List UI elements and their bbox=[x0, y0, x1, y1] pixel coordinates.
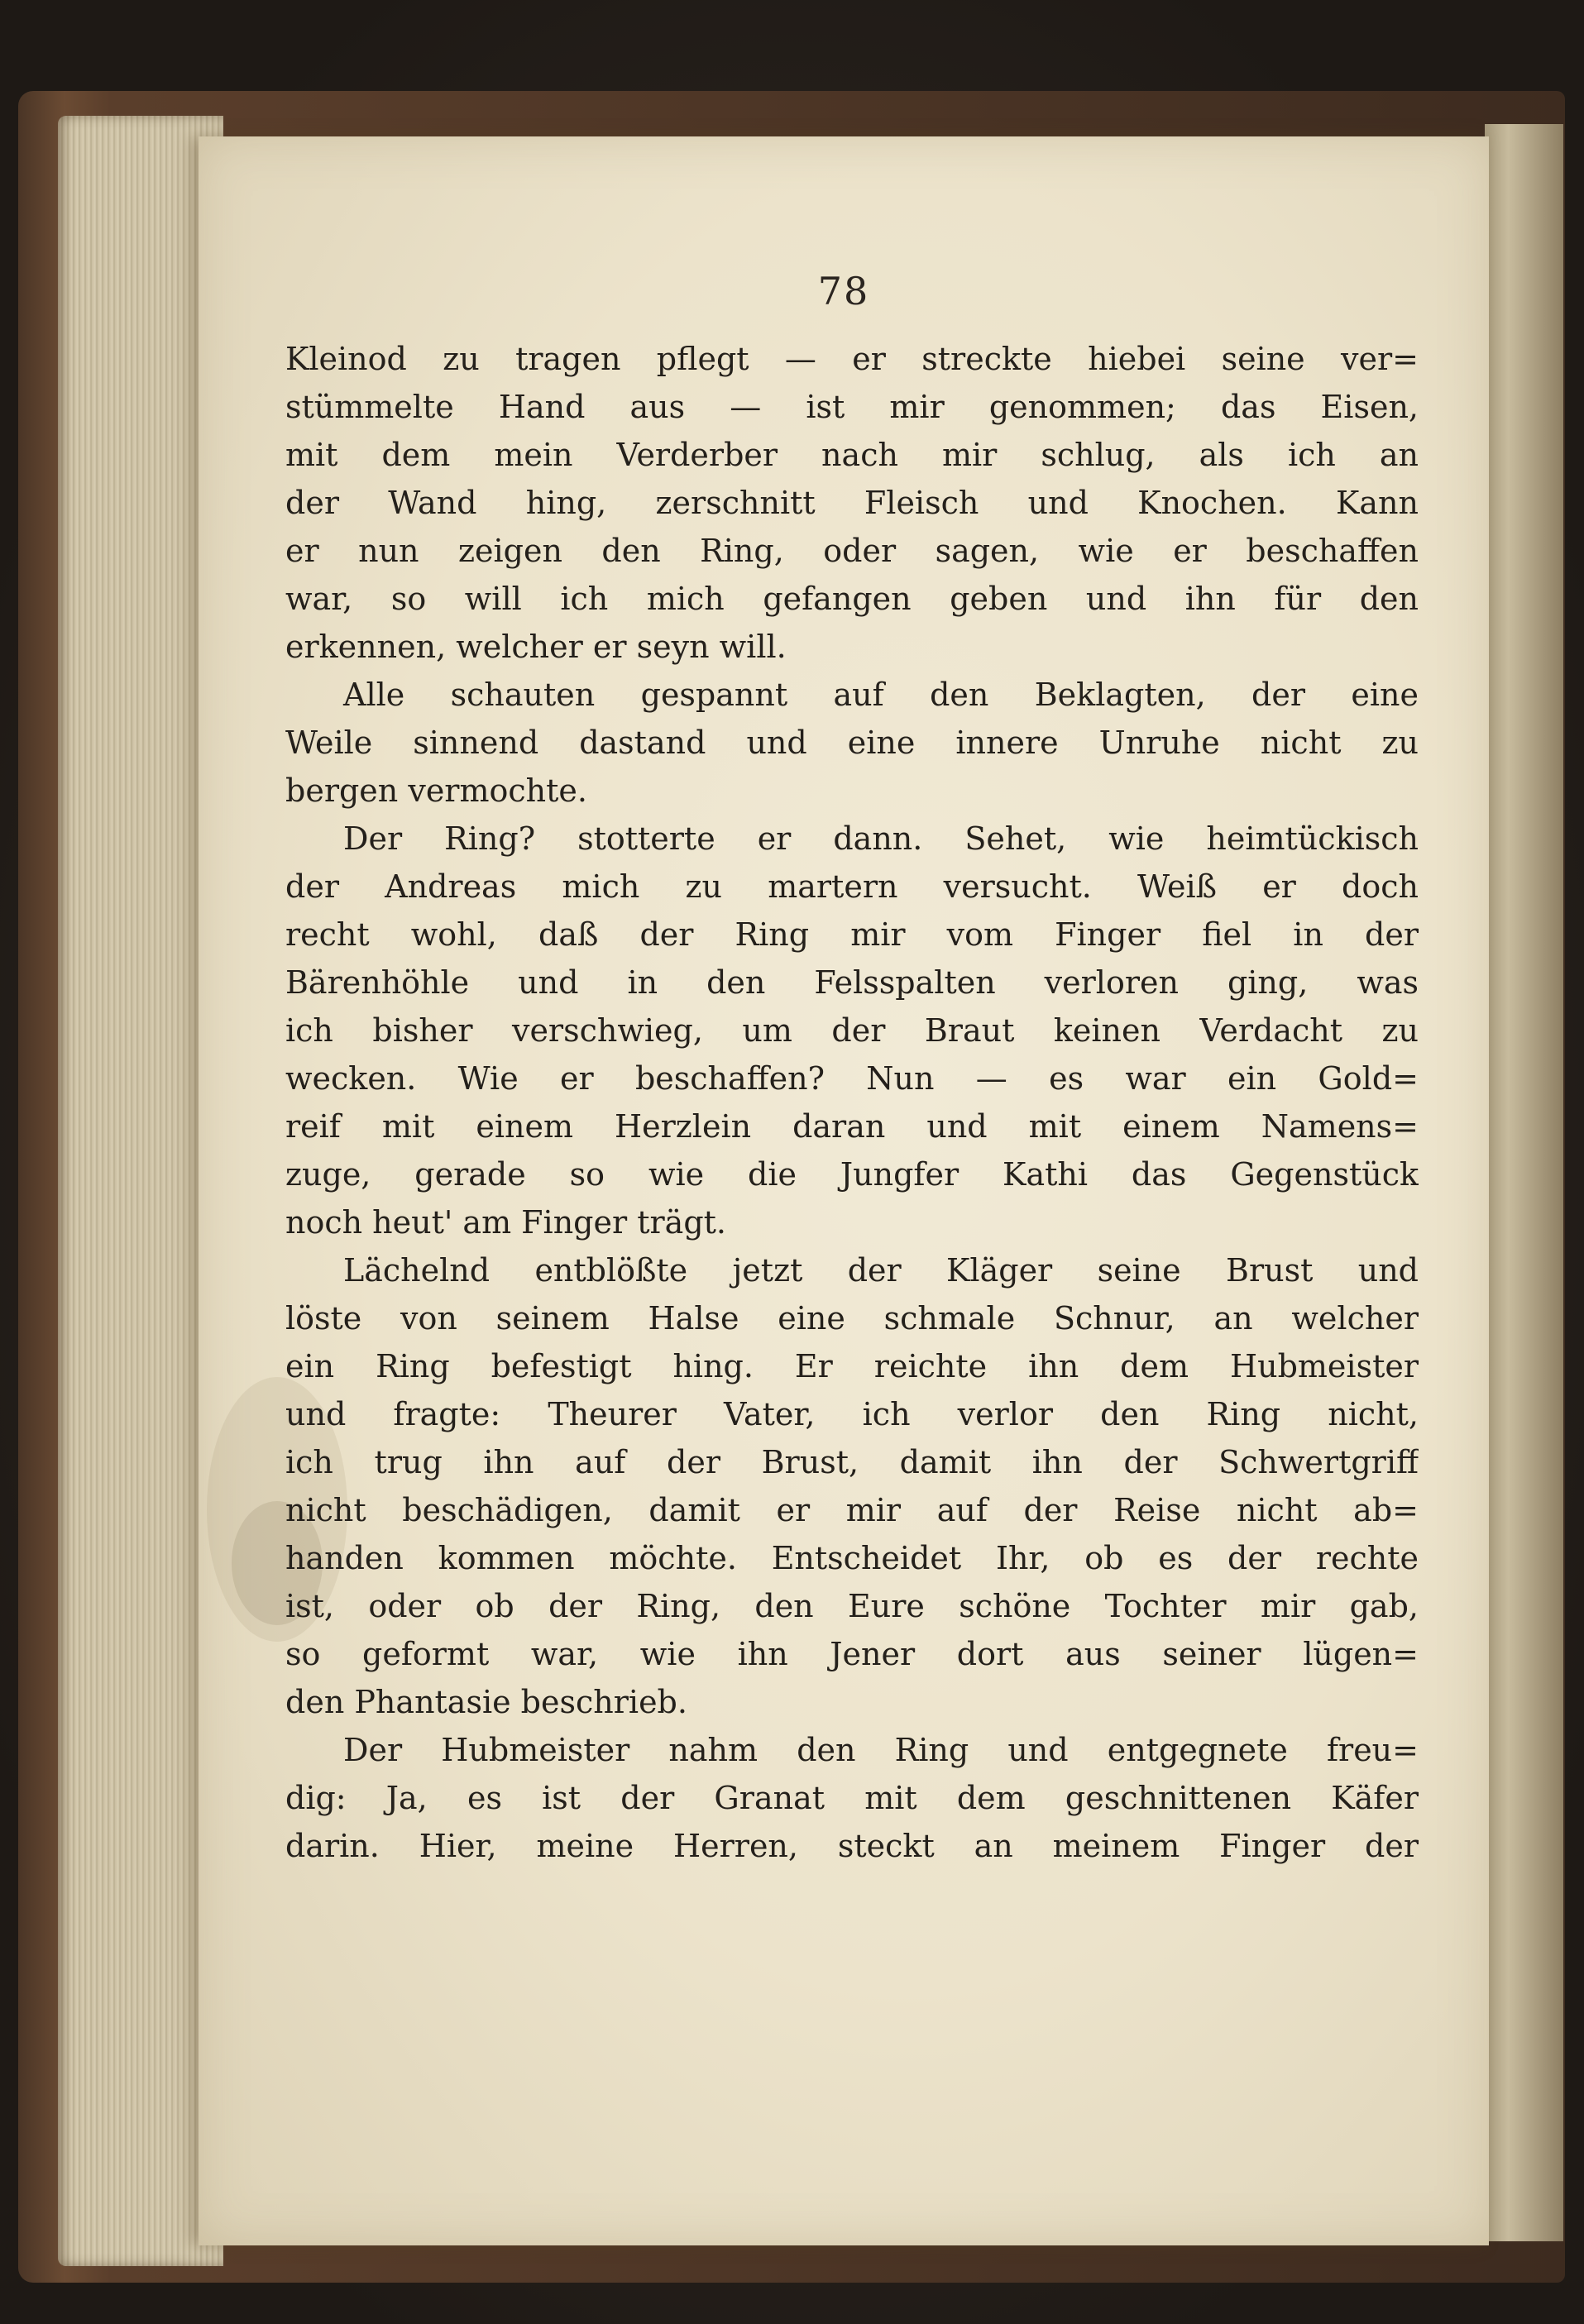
text-line: zuge, gerade so wie die Jungfer Kathi das Gegenstück bbox=[285, 1156, 1419, 1193]
text-line: Der Ring? stotterte er dann. Sehet, wie heimtückisch bbox=[343, 820, 1419, 857]
text-line: und fragte: Theurer Vater, ich verlor den Ring nicht, bbox=[285, 1396, 1419, 1432]
text-line: Kleinod zu tragen pflegt — er streckte hiebei seine ver= bbox=[285, 341, 1419, 377]
text-line: Lächelnd entblößte jetzt der Kläger seine Brust und bbox=[343, 1252, 1419, 1289]
body-text bbox=[285, 335, 1419, 1870]
text-line: Bärenhöhle und in den Felsspalten verloren ging, was bbox=[285, 964, 1419, 1001]
text-line: Weile sinnend dastand und eine innere Unruhe nicht zu bbox=[285, 724, 1419, 761]
text-line: handen kommen möchte. Entscheidet Ihr, ob es der rechte bbox=[285, 1540, 1419, 1576]
text-line: löste von seinem Halse eine schmale Schnur, an welcher bbox=[285, 1300, 1419, 1337]
text-line: dig: Ja, es ist der Granat mit dem geschnittenen Käfer bbox=[285, 1780, 1419, 1816]
text-line: Alle schauten gespannt auf den Beklagten, der eine bbox=[343, 677, 1419, 713]
next-page-edge bbox=[1485, 124, 1563, 2241]
page-number: 78 bbox=[817, 269, 870, 313]
text-line: der Andreas mich zu martern versucht. Weiß er doch bbox=[285, 868, 1419, 905]
text-line: den Phantasie beschrieb. bbox=[285, 1684, 687, 1720]
text-line: ich bisher verschwieg, um der Braut keinen Verdacht zu bbox=[285, 1012, 1419, 1049]
text-line: Der Hubmeister nahm den Ring und entgegnete freu= bbox=[343, 1732, 1419, 1768]
text-line: stümmelte Hand aus — ist mir genommen; das Eisen, bbox=[285, 389, 1419, 425]
text-line: war, so will ich mich gefangen geben und ihn für den bbox=[285, 581, 1419, 617]
text-line: reif mit einem Herzlein daran und mit einem Namens= bbox=[285, 1108, 1419, 1145]
text-line: darin. Hier, meine Herren, steckt an meinem Finger der bbox=[285, 1828, 1419, 1864]
text-line: erkennen, welcher er seyn will. bbox=[285, 629, 787, 665]
text-line: nicht beschädigen, damit er mir auf der Reise nicht ab= bbox=[285, 1492, 1419, 1528]
text-line: ich trug ihn auf der Brust, damit ihn der Schwertgriff bbox=[285, 1444, 1419, 1480]
text-line: so geformt war, wie ihn Jener dort aus seiner lügen= bbox=[285, 1636, 1419, 1672]
text-line: bergen vermochte. bbox=[285, 772, 587, 809]
text-line: der Wand hing, zerschnitt Fleisch und Knochen. Kann bbox=[285, 485, 1419, 521]
text-line: ist, oder ob der Ring, den Eure schöne Tochter mir gab, bbox=[285, 1588, 1419, 1624]
text-line: er nun zeigen den Ring, oder sagen, wie er beschaffen bbox=[285, 533, 1419, 569]
text-line: wecken. Wie er beschaffen? Nun — es war ein Gold= bbox=[285, 1060, 1419, 1097]
text-line: mit dem mein Verderber nach mir schlug, als ich an bbox=[285, 437, 1419, 473]
text-line: noch heut' am Finger trägt. bbox=[285, 1204, 727, 1241]
text-line: ein Ring befestigt hing. Er reichte ihn dem Hubmeister bbox=[285, 1348, 1419, 1384]
text-line: recht wohl, daß der Ring mir vom Finger fiel in der bbox=[285, 916, 1419, 953]
